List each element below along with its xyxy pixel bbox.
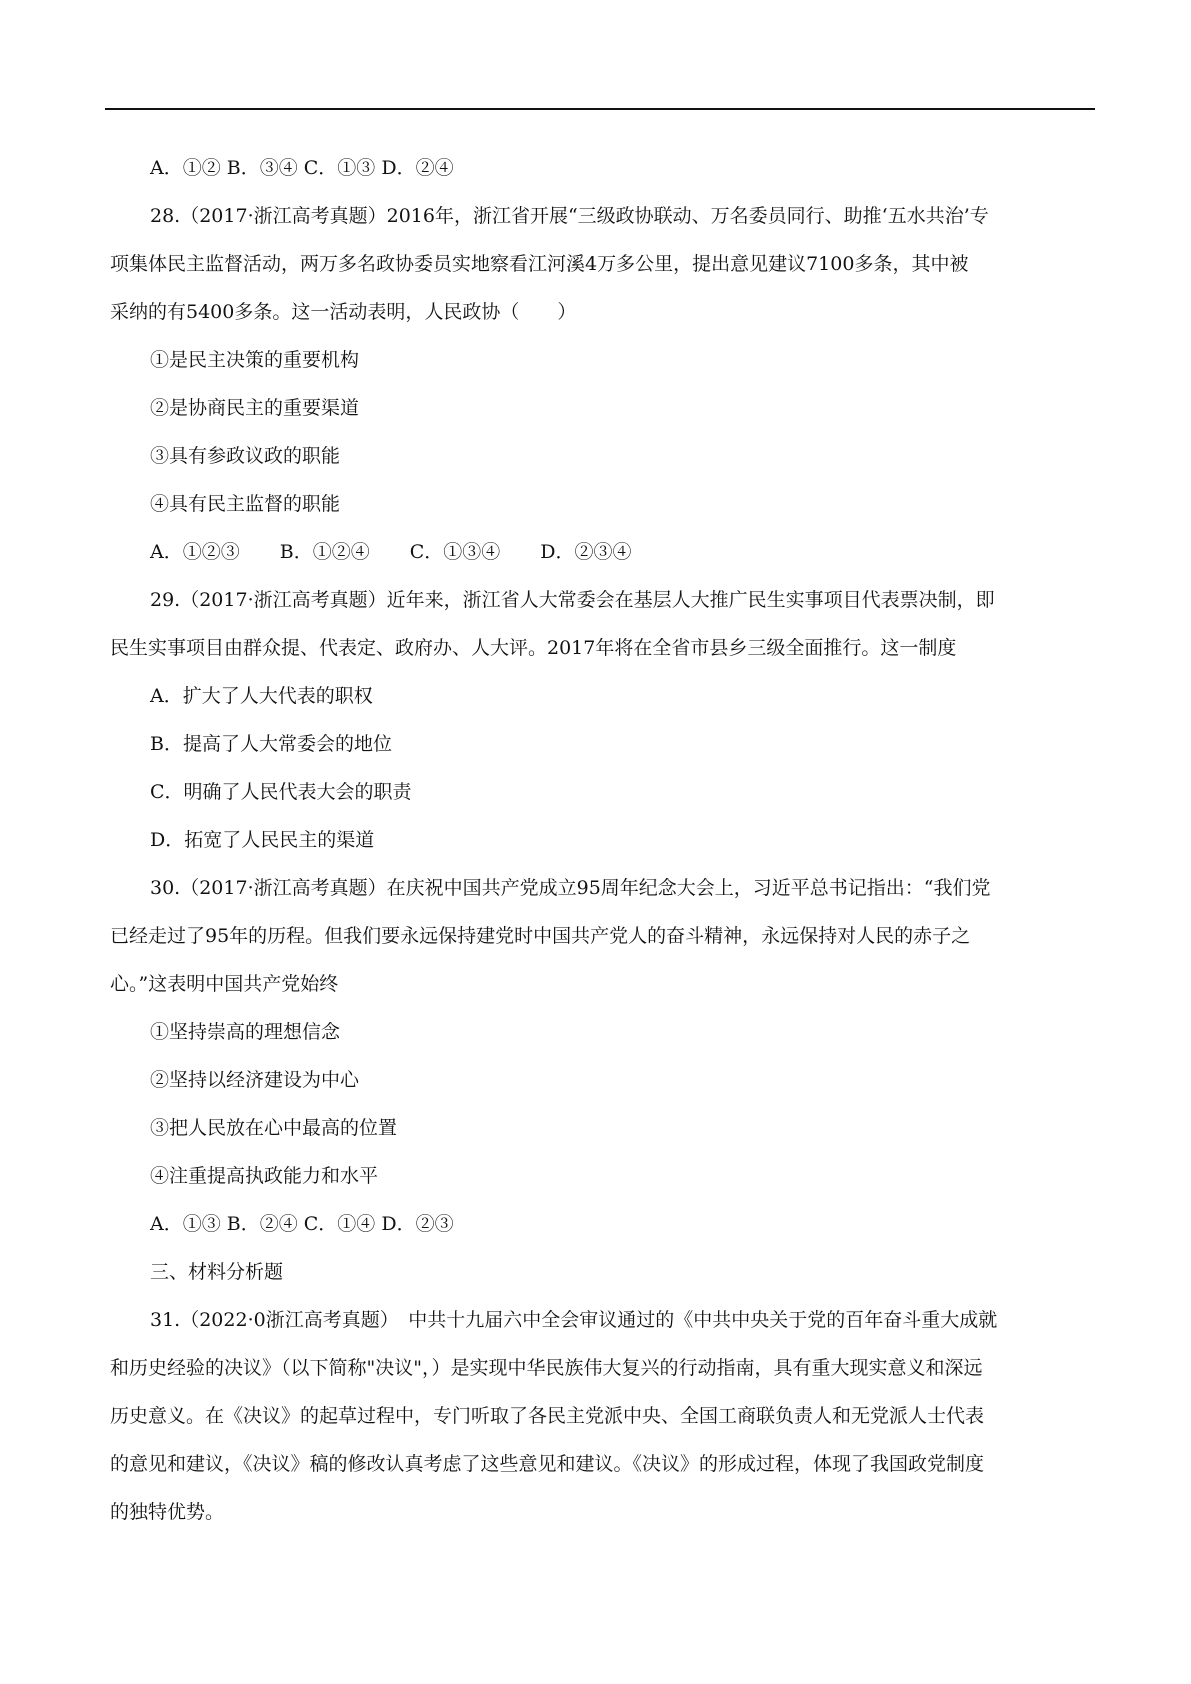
q30-choices: A．①③ B．②④ C．①④ D．②③ bbox=[150, 1213, 454, 1235]
q28-item: ③具有参政议政的职能 bbox=[150, 445, 341, 467]
q31-material-line: 的意见和建议，《决议》稿的修改认真考虑了这些意见和建议。《决议》的形成过程，体现了我国政党制度 bbox=[110, 1453, 985, 1475]
q30-stem-line: 已经走过了95年的历程。但我们要永远保持建党时中国共产党人的奋斗精神，永远保持对人民的赤子之 bbox=[110, 925, 971, 947]
q28-stem-line: 项集体民主监督活动，两万多名政协委员实地察看江河溪4万多公里，提出意见建议7100多条，其中被 bbox=[110, 253, 969, 275]
q28-choice-b: B．①②④ bbox=[279, 541, 370, 563]
question-30 bbox=[110, 864, 1090, 1248]
q28-item: ④具有民主监督的职能 bbox=[150, 493, 341, 515]
question-29 bbox=[110, 576, 1090, 864]
q29-choice-b: B．提高了人大常委会的地位 bbox=[150, 733, 392, 755]
page-content bbox=[110, 144, 1090, 1536]
q31-material-line: 的独特优势。 bbox=[110, 1501, 225, 1523]
q28-choice-c: C．①③④ bbox=[409, 541, 501, 563]
question-31 bbox=[110, 1296, 1090, 1536]
q29-choice-c: C．明确了人民代表大会的职责 bbox=[150, 781, 412, 803]
q27-answer-options: A．①② B．③④ C．①③ D．②④ bbox=[150, 157, 454, 179]
q30-stem-line: 心。”这表明中国共产党始终 bbox=[110, 973, 339, 995]
q29-choice-a: A．扩大了人大代表的职权 bbox=[150, 685, 373, 707]
question-28 bbox=[110, 192, 1090, 576]
q30-item: ③把人民放在心中最高的位置 bbox=[150, 1117, 398, 1139]
q28-stem-line: 28.（2017·浙江高考真题）2016年，浙江省开展“三级政协联动、万名委员同行、助推‘五水共治’专 bbox=[150, 205, 989, 227]
q29-stem-line: 民生实事项目由群众提、代表定、政府办、人大评。2017年将在全省市县乡三级全面推行。这一制度 bbox=[110, 637, 957, 659]
section-heading: 三、材料分析题 bbox=[150, 1261, 284, 1283]
q28-choice-d: D．②③④ bbox=[540, 541, 632, 563]
q28-stem-line: 采纳的有5400多条。这一活动表明，人民政协（ ） bbox=[110, 301, 577, 323]
q30-stem-line: 30.（2017·浙江高考真题）在庆祝中国共产党成立95周年纪念大会上，习近平总书记指出：“我们党 bbox=[150, 877, 991, 899]
q31-material-line: 历史意义。在《决议》的起草过程中，专门听取了各民主党派中央、全国工商联负责人和无党派人士代表 bbox=[110, 1405, 985, 1427]
header-rule bbox=[105, 108, 1095, 110]
q30-item: ①坚持崇高的理想信念 bbox=[150, 1021, 341, 1043]
q30-item: ④注重提高执政能力和水平 bbox=[150, 1165, 379, 1187]
q29-stem-line: 29.（2017·浙江高考真题）近年来，浙江省人大常委会在基层人大推广民生实事项目代表票决制，即 bbox=[150, 589, 995, 611]
q28-choices bbox=[110, 528, 1090, 576]
q29-choice-d: D．拓宽了人民民主的渠道 bbox=[150, 829, 375, 851]
q31-material-line: 和历史经验的决议》（以下简称"决议"，）是实现中华民族伟大复兴的行动指南，具有重大现实意义和深远 bbox=[110, 1357, 983, 1379]
q30-item: ②坚持以经济建设为中心 bbox=[150, 1069, 360, 1091]
q28-item: ②是协商民主的重要渠道 bbox=[150, 397, 360, 419]
q28-item: ①是民主决策的重要机构 bbox=[150, 349, 360, 371]
q31-material-line: 31.（2022·0浙江高考真题） 中共十九届六中全会审议通过的《中共中央关于党的百年奋斗重大成就 bbox=[150, 1309, 998, 1331]
q28-choice-a: A．①②③ bbox=[150, 541, 240, 563]
